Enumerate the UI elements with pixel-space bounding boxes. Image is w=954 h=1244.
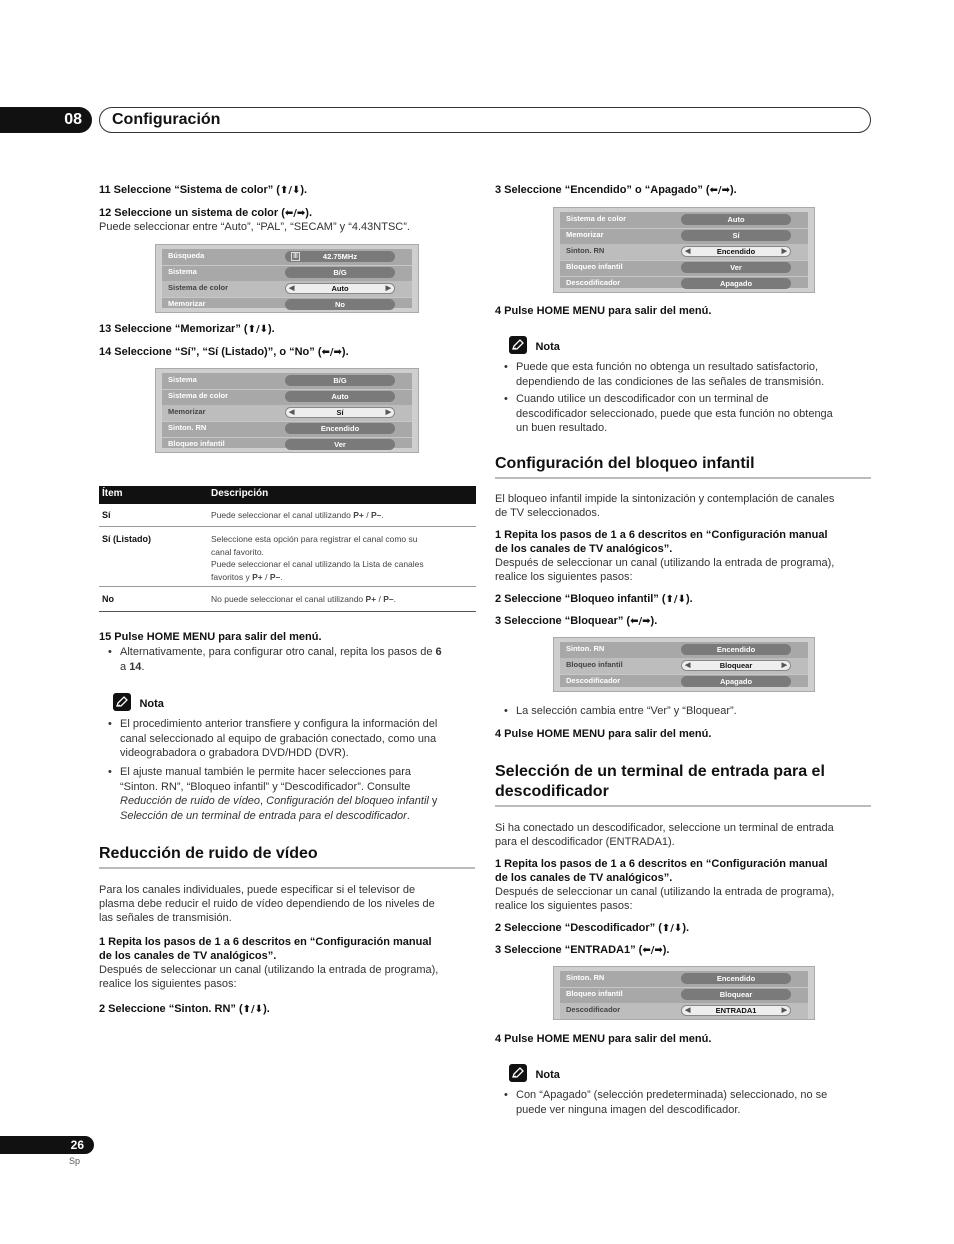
noise-step-1: 1 Repita los pasos de 1 a 6 descritos en “Configuración manual de los canales de TV analógicos”. Después de seleccionar un canal (utilizando la entrada de programa), realice los siguientes pasos: (99, 936, 439, 990)
menu-row: Sistema de color Auto (560, 212, 808, 229)
menu-row: Memorizar Sí (560, 228, 808, 245)
language-code: Sp (69, 1156, 81, 1166)
step-11: 11 Seleccione “Sistema de color” (⬆/⬇). (99, 184, 308, 196)
chapter-number: 08 (0, 107, 92, 133)
note-bullet: • Con “Apagado” (selección predeterminada) seleccionado, no se puede ver ninguna imagen del descodificador. (504, 1089, 828, 1116)
note-header: Nota (113, 693, 164, 716)
menu-row: Bloqueo infantil Ver (162, 437, 412, 453)
note-pencil-icon (509, 1064, 527, 1082)
table-row: Sí (Listado) Seleccione esta opción para registrar el canal como su canal favorito. Puede seleccionar el canal utilizando la Lista de canales favoritos y P+ / P–. (99, 527, 476, 587)
left-arrow-icon: ◀ (685, 248, 691, 255)
child-lock-intro: El bloqueo infantil impide la sintonización y contemplación de canales de TV seleccionados. (495, 493, 835, 519)
menu-row: Sinton. RN Encendido (560, 971, 808, 988)
child-lock-bullet: • La selección cambia entre “Ver” y “Bloquear”. (504, 705, 737, 717)
left-arrow-icon: ◀ (685, 1007, 691, 1014)
table-row: Sí Puede seleccionar el canal utilizando P+ / P–. (99, 504, 476, 527)
decoder-step-1: 1 Repita los pasos de 1 a 6 descritos en “Configuración manual de los canales de TV analógicos”. Después de seleccionar un canal (utilizando la entrada de programa), realice los siguientes pasos: (495, 858, 835, 912)
table-header: Ítem Descripción (99, 486, 476, 504)
section-rule (495, 805, 871, 807)
right-arrow-icon: ▶ (781, 248, 787, 255)
right-arrow-icon: ▶ (781, 662, 787, 669)
menu-row: Bloqueo infantil Bloquear (560, 987, 808, 1004)
menu-screen-color-system (155, 244, 419, 313)
left-arrow-icon: ◀ (289, 409, 295, 416)
noise-intro: Para los canales individuales, puede especificar si el televisor de plasma debe reducir el ruido de vídeo dependiendo de los niveles de las señales de transmisión. (99, 884, 435, 924)
step-14: 14 Seleccione “Sí”, “Sí (Listado)”, o “No” (⬅/➡). (99, 346, 349, 358)
step-12-description: Puede seleccionar entre “Auto”, “PAL”, “SECAM” y “4.43NTSC”. (99, 221, 410, 233)
menu-row-selected: Sistema de color ◀ Auto ▶ (162, 281, 412, 298)
step-4: 4 Pulse HOME MENU para salir del menú. (495, 305, 712, 317)
step-3: 3 Seleccione “Encendido” o “Apagado” (⬅/➡). (495, 184, 737, 196)
noise-step-2: 2 Seleccione “Sinton. RN” (⬆/⬇). (99, 1003, 270, 1015)
child-lock-step-3: 3 Seleccione “Bloquear” (⬅/➡). (495, 615, 658, 627)
tuner-icon: ||| (291, 252, 300, 261)
menu-row: Descodificador Apagado (560, 276, 808, 292)
decoder-step-2: 2 Seleccione “Descodificador” (⬆/⬇). (495, 922, 690, 934)
left-arrow-icon: ◀ (289, 285, 295, 292)
menu-row: Sinton. RN Encendido (162, 421, 412, 438)
menu-row-selected: Bloqueo infantil ◀ Bloquear ▶ (560, 658, 808, 675)
decoder-step-3: 3 Seleccione “ENTRADA1” (⬅/➡). (495, 944, 670, 956)
table-row: No No puede seleccionar el canal utilizando P+ / P–. (99, 587, 476, 612)
chapter-title: Configuración (112, 111, 221, 128)
right-arrow-icon: ▶ (385, 409, 391, 416)
section-heading-noise: Reducción de ruido de vídeo (99, 845, 318, 862)
section-rule (99, 867, 475, 869)
note-bullet: • Cuando utilice un descodificador con un terminal de descodificador seleccionado, puede que esta función no obtenga un buen resultado. (504, 393, 833, 434)
menu-row: Sistema B/G (162, 265, 412, 282)
note-pencil-icon (509, 336, 527, 354)
menu-screen-decoder (553, 966, 815, 1020)
menu-row: Sistema de color Auto (162, 389, 412, 406)
menu-row: Sinton. RN Encendido (560, 642, 808, 659)
step-12: 12 Seleccione un sistema de color (⬅/➡). (99, 207, 313, 219)
section-heading-child-lock: Configuración del bloqueo infantil (495, 455, 755, 472)
menu-row: Búsqueda ||| 42.75MHz (162, 249, 412, 266)
decoder-intro: Si ha conectado un descodificador, seleccione un terminal de entrada para el descodificador (ENTRADA1). (495, 822, 834, 848)
menu-screen-memorize (155, 368, 419, 453)
child-lock-step-1: 1 Repita los pasos de 1 a 6 descritos en “Configuración manual de los canales de TV analógicos”. Después de seleccionar un canal (utilizando la entrada de programa), realice los siguientes pasos: (495, 529, 835, 583)
step-13: 13 Seleccione “Memorizar” (⬆/⬇). (99, 323, 275, 335)
menu-row: Memorizar No (162, 297, 412, 313)
note-header: Nota (509, 1064, 560, 1087)
right-arrow-icon: ▶ (781, 1007, 787, 1014)
note-bullet: • El procedimiento anterior transfiere y configura la información del canal seleccionado al equipo de grabación conectado, como una videograbadora o grabadora DVD/HDD (DVR). (108, 718, 438, 759)
page-number: 26 (0, 1136, 94, 1154)
step-15: 15 Pulse HOME MENU para salir del menú. (99, 631, 322, 643)
menu-row-selected: Memorizar ◀ Sí ▶ (162, 405, 412, 422)
options-table (99, 486, 476, 612)
note-bullet: • Puede que esta función no obtenga un resultado satisfactorio, dependiendo de las condiciones de las señales de transmisión. (504, 361, 825, 388)
step-15-bullet: • Alternativamente, para configurar otro canal, repita los pasos de 6 a 14. (108, 646, 442, 673)
right-arrow-icon: ▶ (385, 285, 391, 292)
menu-row: Sistema B/G (162, 373, 412, 390)
section-rule (495, 477, 871, 479)
left-arrow-icon: ◀ (685, 662, 691, 669)
menu-row: Bloqueo infantil Ver (560, 260, 808, 277)
menu-screen-noise (553, 207, 815, 293)
decoder-step-4: 4 Pulse HOME MENU para salir del menú. (495, 1033, 712, 1045)
child-lock-step-4: 4 Pulse HOME MENU para salir del menú. (495, 728, 712, 740)
note-bullet: • El ajuste manual también le permite hacer selecciones para “Sinton. RN”, “Bloqueo infantil” y “Descodificador”. Consulte Reducción de ruido de vídeo, Configuración del bloqueo infantil y Selección de un terminal de entrada para el descodificador. (108, 766, 438, 822)
menu-row-selected: Sinton. RN ◀ Encendido ▶ (560, 244, 808, 261)
note-pencil-icon (113, 693, 131, 711)
note-header: Nota (509, 336, 560, 359)
child-lock-step-2: 2 Seleccione “Bloqueo infantil” (⬆/⬇). (495, 593, 693, 605)
menu-screen-child-lock (553, 637, 815, 692)
section-heading-decoder: Selección de un terminal de entrada para el descodificador (495, 763, 825, 800)
menu-row-selected: Descodificador ◀ ENTRADA1 ▶ (560, 1003, 808, 1019)
menu-row: Descodificador Apagado (560, 674, 808, 690)
